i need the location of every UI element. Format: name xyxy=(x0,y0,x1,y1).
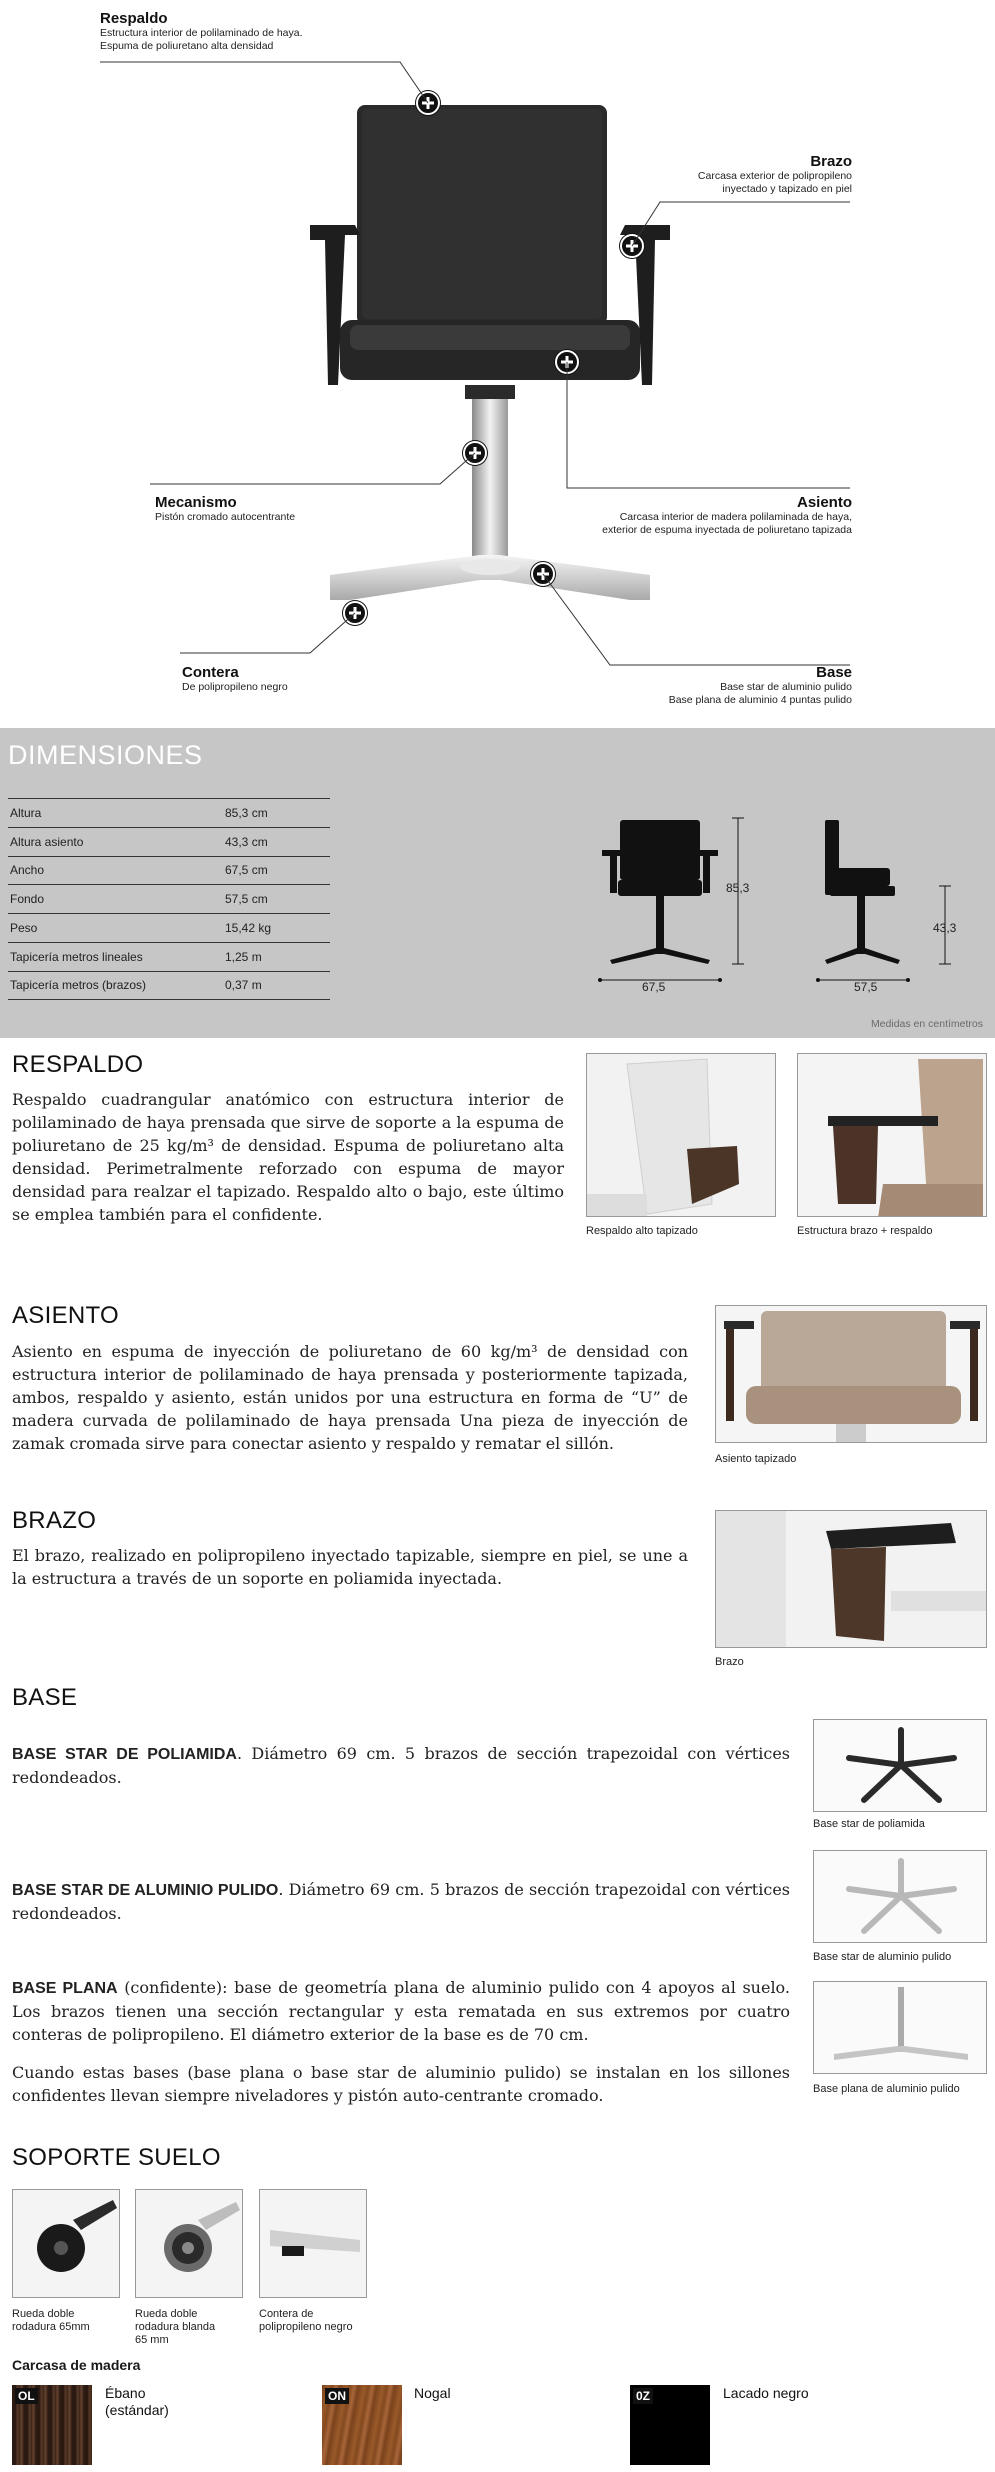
respaldo-description: Respaldo cuadrangular anatómico con estructura interior de polilaminado de haya prensada que sirve de soporte a la espuma de poliuretano de 25 kg/m³ de densidad. Espuma de poliuretano alta densidad. Perimetralmente reforzado con espuma de mayor densidad para realzar el tapizado. Respaldo alto o bajo, este último se emplea también para el confidente. xyxy=(12,1090,564,1224)
table-row xyxy=(8,856,330,885)
caption-line: polipropileno negro xyxy=(259,2321,353,2333)
base-caption-2: Base star de aluminio pulido xyxy=(813,1951,952,1963)
dim-value: 67,5 cm xyxy=(225,863,268,878)
base-note: Cuando estas bases (base plana o base star de aluminio pulido) se instalan en los sillones confidentes llevan siempre niveladores y pistón auto-centrante cromado. xyxy=(12,2063,790,2105)
swatch-ebano[interactable] xyxy=(12,2385,92,2465)
callout-contera xyxy=(182,664,288,694)
contera-photo xyxy=(259,2189,367,2298)
soporte-section-title: SOPORTE SUELO xyxy=(12,2144,221,2171)
respaldo-section-title: RESPALDO xyxy=(12,1051,144,1078)
dim-value: 1,25 m xyxy=(225,949,262,964)
callout-title: Base xyxy=(816,664,852,681)
asiento-section-title: ASIENTO xyxy=(12,1302,120,1329)
dim-label: Ancho xyxy=(10,863,45,878)
callout-line: Pistón cromado autocentrante xyxy=(155,511,296,523)
table-row xyxy=(8,942,330,971)
callout-line: Base star de aluminio pulido xyxy=(720,681,852,693)
caption-line: rodadura blanda xyxy=(135,2321,216,2333)
swatch-label-line: Nogal xyxy=(414,2385,451,2401)
base-item-2-text: . Diámetro 69 cm. 5 brazos de sección trapezoidal con vértices redondeados. xyxy=(12,1880,790,1923)
callout-title: Mecanismo xyxy=(155,494,237,511)
base-item-1 xyxy=(12,1742,790,1789)
base-item-1-text: . Diámetro 69 cm. 5 brazos de sección trapezoidal con vértices redondeados. xyxy=(12,1744,790,1787)
caption-line: rodadura 65mm xyxy=(12,2321,90,2333)
asiento-description: Asiento en espuma de inyección de poliuretano de 60 kg/m³ de densidad con estructura interior de polilaminado de haya prensada y posteriormente tapizada, ambos, respaldo y asiento, están unidos por una estructura en forma de “U” de madera curvada de polilaminado de haya prensada Una pieza de inyección de zamak cromada sirve para conectar asiento y respaldo y rematar el sillón. xyxy=(12,1342,688,1453)
table-row xyxy=(8,798,330,827)
drawing-height-value: 85,3 xyxy=(726,881,750,895)
base-poliamida-photo xyxy=(813,1719,987,1812)
respaldo-alto-photo xyxy=(586,1053,776,1217)
caption-line: Contera de xyxy=(259,2308,314,2320)
swatch-label-lacado-negro xyxy=(723,2385,809,2402)
swatch-code: OL xyxy=(15,2388,38,2404)
brazo-photo xyxy=(715,1510,987,1648)
base-aluminio-photo xyxy=(813,1850,987,1943)
base-caption-3: Base plana de aluminio pulido xyxy=(813,2083,960,2095)
caption-line: 65 mm xyxy=(135,2334,169,2346)
brazo-section-title: BRAZO xyxy=(12,1507,97,1534)
respaldo-caption-1: Respaldo alto tapizado xyxy=(586,1225,698,1237)
callout-line: exterior de espuma inyectada de poliuretano tapizada xyxy=(602,524,852,536)
units-note: Medidas en centímetros xyxy=(870,1018,983,1030)
dim-label: Tapicería metros lineales xyxy=(10,949,143,964)
callout-line: Base plana de aluminio 4 puntas pulido xyxy=(668,694,852,706)
callout-respaldo xyxy=(100,10,303,53)
swatch-code: ON xyxy=(325,2388,349,2404)
dimensions-panel xyxy=(0,728,995,1038)
callout-mecanismo xyxy=(155,494,295,524)
dim-label: Tapicería metros (brazos) xyxy=(10,978,147,993)
caption-line: Rueda doble xyxy=(12,2308,75,2320)
dim-label: Altura asiento xyxy=(10,834,84,849)
soporte-caption-2 xyxy=(135,2308,215,2347)
dimension-drawings xyxy=(590,808,990,998)
base-caption-1: Base star de poliamida xyxy=(813,1818,925,1830)
callout-line: Estructura interior de polilaminado de haya. xyxy=(100,27,303,39)
dimensions-title: DIMENSIONES xyxy=(8,740,203,770)
leader-lines xyxy=(0,0,995,728)
swatch-label-line: (estándar) xyxy=(105,2402,169,2418)
callout-line: Carcasa interior de madera polilaminada de haya, xyxy=(619,511,852,523)
swatch-nogal[interactable] xyxy=(322,2385,402,2465)
asiento-caption: Asiento tapizado xyxy=(715,1453,797,1465)
swatch-label-line: Ébano xyxy=(105,2385,146,2401)
callout-title: Contera xyxy=(182,664,239,681)
dim-value: 85,3 cm xyxy=(225,805,268,820)
dim-label: Altura xyxy=(10,805,42,820)
callout-line: inyectado y tapizado en piel xyxy=(722,183,852,195)
dim-value: 57,5 cm xyxy=(225,892,268,907)
swatch-label-line: Lacado negro xyxy=(723,2385,809,2401)
soporte-caption-1 xyxy=(12,2308,90,2334)
drawing-width-value: 67,5 xyxy=(642,980,666,994)
soporte-caption-3 xyxy=(259,2308,353,2334)
base-item-2 xyxy=(12,1878,790,1925)
base-item-3 xyxy=(12,1976,790,2046)
callout-line: De polipropileno negro xyxy=(182,681,288,693)
table-row xyxy=(8,827,330,856)
dim-value: 15,42 kg xyxy=(225,921,272,936)
callout-title: Respaldo xyxy=(100,10,168,27)
callout-title: Asiento xyxy=(796,494,852,511)
brazo-description: El brazo, realizado en polipropileno inyectado tapizable, siempre en piel, se une a la estructura a través de un soporte en poliamida inyectada. xyxy=(12,1546,688,1588)
callout-line: Carcasa exterior de polipropileno xyxy=(697,170,852,182)
base-item-3-name: BASE PLANA xyxy=(12,1980,118,1997)
estructura-brazo-photo xyxy=(797,1053,987,1217)
base-item-3-text: (confidente): base de geometría plana de aluminio pulido con 4 apoyos al suelo. Los brazos tienen una sección rectangular y esta rematada en sus extremos por cuatro conteras de polipropileno. El diámetro exterior de la base es de 70 cm. xyxy=(12,1978,790,2044)
drawing-seat-height-value: 43,3 xyxy=(933,921,957,935)
dimensions-table xyxy=(8,798,330,1000)
asiento-tapizado-photo xyxy=(715,1305,987,1443)
hero-chair-diagram xyxy=(0,0,995,728)
callout-asiento xyxy=(602,494,852,537)
table-row xyxy=(8,884,330,913)
callout-title: Brazo xyxy=(810,153,852,170)
carcasa-title: Carcasa de madera xyxy=(12,2357,141,2373)
swatch-lacado-negro[interactable] xyxy=(630,2385,710,2465)
respaldo-caption-2: Estructura brazo + respaldo xyxy=(797,1225,933,1237)
drawing-depth-value: 57,5 xyxy=(854,980,878,994)
base-plana-photo xyxy=(813,1981,987,2074)
dim-value: 0,37 m xyxy=(225,978,262,993)
base-item-2-name: BASE STAR DE ALUMINIO PULIDO xyxy=(12,1882,279,1899)
swatch-label-ebano xyxy=(105,2385,169,2419)
table-row xyxy=(8,913,330,942)
dim-label: Fondo xyxy=(10,892,45,907)
swatch-code: 0Z xyxy=(633,2388,653,2404)
dim-label: Peso xyxy=(10,921,38,936)
brazo-caption: Brazo xyxy=(715,1656,744,1668)
base-item-1-name: BASE STAR DE POLIAMIDA xyxy=(12,1746,237,1763)
table-row xyxy=(8,971,330,1000)
dim-value: 43,3 cm xyxy=(225,834,268,849)
swatch-label-nogal xyxy=(414,2385,451,2402)
rueda-blanda-photo xyxy=(135,2189,243,2298)
callout-brazo xyxy=(698,153,852,196)
rueda-65-photo xyxy=(12,2189,120,2298)
caption-line: Rueda doble xyxy=(135,2308,198,2320)
base-section-title: BASE xyxy=(12,1684,78,1711)
callout-base xyxy=(669,664,852,707)
callout-line: Espuma de poliuretano alta densidad xyxy=(100,40,274,52)
